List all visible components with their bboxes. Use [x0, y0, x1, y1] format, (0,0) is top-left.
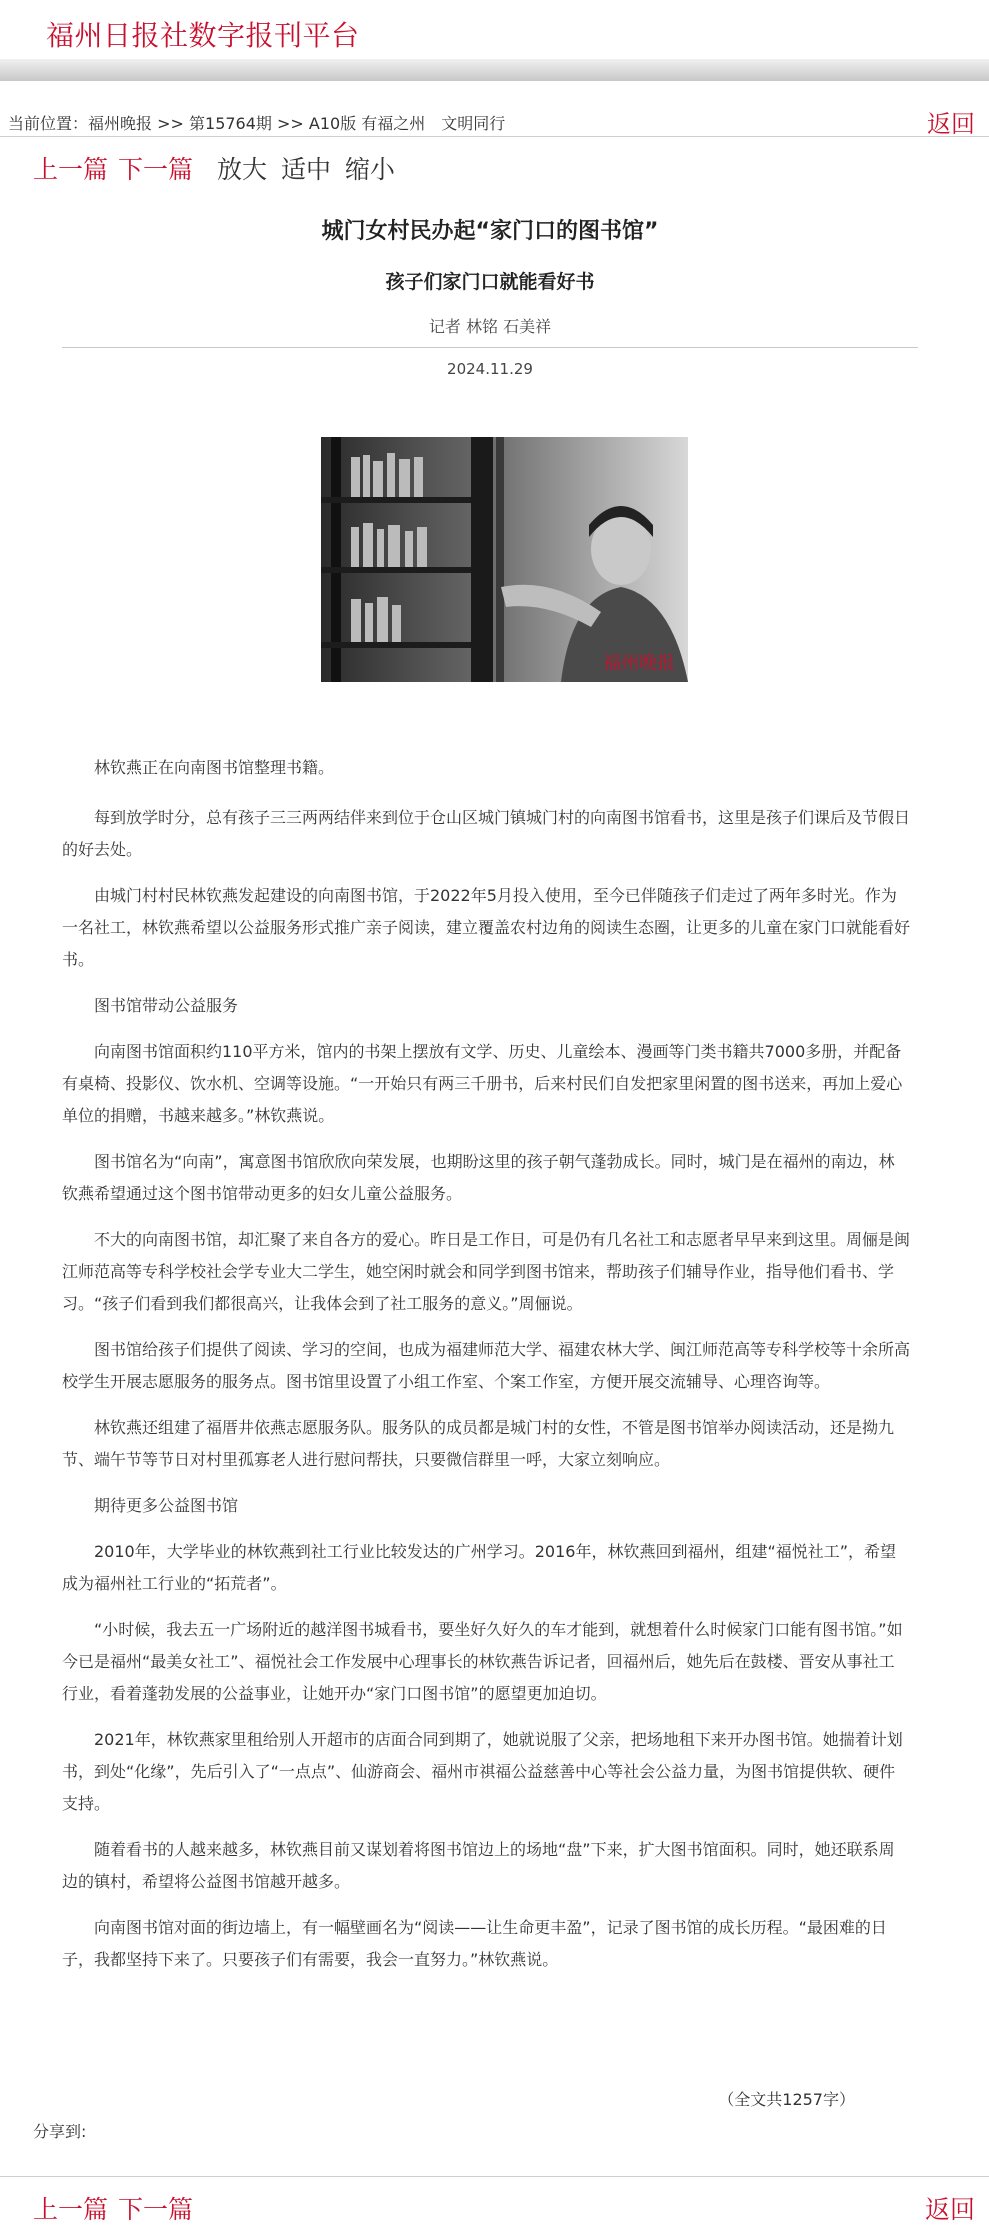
next-article-link[interactable]: 下一篇 — [118, 155, 194, 184]
paragraph: 向南图书馆对面的街边墙上，有一幅壁画名为“阅读——让生命更丰盈”，记录了图书馆的成长历程。“最困难的日子，我都坚持下来了。只要孩子们有需要，我会一直努力。”林钦燕说。 — [62, 1918, 887, 1969]
word-count: （全文共1257字） — [718, 2090, 855, 2109]
zoom-fit-button[interactable]: 适中 — [280, 155, 331, 184]
article-nav-bottom — [33, 2190, 203, 2226]
paragraph: 林钦燕还组建了福厝井依燕志愿服务队。服务队的成员都是城门村的女性，不管是图书馆举办阅读活动，还是拗九节、端午节等节日对村里孤寡老人进行慰问帮扶，只要微信群里一呼，大家立刻响应。 — [62, 1418, 895, 1469]
article-header — [62, 206, 918, 378]
paragraph: 图书馆给孩子们提供了阅读、学习的空间，也成为福建师范大学、福建农林大学、闽江师范高等专科学校等十余所高校学生开展志愿服务的服务点。图书馆里设置了小组工作室、个案工作室，方便开展交流辅导、心理咨询等。 — [62, 1340, 911, 1391]
article-subtitle: 孩子们家门口就能看好书 — [385, 271, 595, 293]
next-article-link-bottom[interactable]: 下一篇 — [118, 2195, 194, 2224]
breadcrumb-separator: >> — [152, 114, 190, 133]
article-body — [62, 752, 910, 1990]
footer-divider — [0, 2176, 989, 2177]
breadcrumb-prefix: 当前位置： — [8, 114, 89, 133]
article-photo — [321, 437, 688, 682]
paragraph: 林钦燕正在向南图书馆整理书籍。 — [94, 758, 335, 777]
paragraph: 随着看书的人越来越多，林钦燕目前又谋划着将图书馆边上的场地“盘”下来，扩大图书馆面积。同时，她还联系周边的镇村，希望将公益图书馆越开越多。 — [62, 1840, 895, 1891]
share-label: 分享到: — [33, 2122, 87, 2141]
article-date: 2024.11.29 — [447, 360, 533, 378]
prev-article-link[interactable]: 上一篇 — [33, 155, 109, 184]
paragraph: 每到放学时分，总有孩子三三两两结伴来到位于仓山区城门镇城门村的向南图书馆看书，这里是孩子们课后及节假日的好去处。 — [62, 808, 911, 859]
breadcrumb-issue-link[interactable]: 第15764期 — [189, 114, 272, 133]
section-heading: 图书馆带动公益服务 — [94, 996, 239, 1015]
breadcrumb-paper-link[interactable]: 福州晚报 — [88, 114, 153, 133]
paragraph: 2021年，林钦燕家里租给别人开超市的店面合同到期了，她就说服了父亲，把场地租下来开办图书馆。她揣着计划书，到处“化缘”，先后引入了“一点点”、仙游商会、福州市祺福公益慈善中心等社会公益力量，为图书馆提供软、硬件支持。 — [62, 1730, 903, 1813]
paragraph: 由城门村村民林钦燕发起建设的向南图书馆，于2022年5月投入使用，至今已伴随孩子们走过了两年多时光。作为一名社工，林钦燕希望以公益服务形式推广亲子阅读，建立覆盖农村边角的阅读生态圈，让更多的儿童在家门口就能看好书。 — [62, 886, 911, 969]
library-photo-image — [321, 437, 688, 682]
breadcrumb — [0, 104, 989, 137]
prev-article-link-bottom[interactable]: 上一篇 — [33, 2195, 109, 2224]
photo-watermark: 福州晚报 — [603, 653, 675, 674]
site-header — [0, 0, 989, 60]
paragraph: 向南图书馆面积约110平方米，馆内的书架上摆放有文学、历史、儿童绘本、漫画等门类书籍共7000多册，并配备有桌椅、投影仪、饮水机、空调等设施。“一开始只有两三千册书，后来村民们自发把家里闲置的图书送来，再加上爱心单位的捐赠，书越来越多。”林钦燕说。 — [62, 1042, 903, 1125]
back-link-bottom[interactable]: 返回 — [924, 2195, 975, 2224]
header-gray-bar — [0, 59, 989, 81]
paragraph: 不大的向南图书馆，却汇聚了来自各方的爱心。昨日是工作日，可是仍有几名社工和志愿者早早来到这里。周俪是闽江师范高等专科学校社会学专业大二学生，她空闲时就会和同学到图书馆来，帮助孩子们辅导作业，指导他们看书、学习。“孩子们看到我们都很高兴，让我体会到了社工服务的意义。”周俪说。 — [62, 1230, 911, 1313]
article-title: 城门女村民办起“家门口的图书馆” — [321, 219, 659, 244]
breadcrumb-separator: >> — [271, 114, 309, 133]
zoom-out-button[interactable]: 缩小 — [344, 155, 395, 184]
article-nav-top — [33, 150, 395, 186]
breadcrumb-page-link[interactable]: A10版 有福之州 文明同行 — [308, 114, 506, 133]
paragraph: 图书馆名为“向南”，寓意图书馆欣欣向荣发展，也期盼这里的孩子朝气蓬勃成长。同时，城门是在福州的南边，林钦燕希望通过这个图书馆带动更多的妇女儿童公益服务。 — [62, 1152, 895, 1203]
back-link-top[interactable]: 返回 — [927, 110, 975, 138]
zoom-in-button[interactable]: 放大 — [216, 155, 267, 184]
breadcrumb-text — [8, 111, 505, 134]
paragraph: 2010年，大学毕业的林钦燕到社工行业比较发达的广州学习。2016年，林钦燕回到福州，组建“福悦社工”，希望成为福州社工行业的“拓荒者”。 — [62, 1542, 897, 1593]
paragraph: “小时候，我去五一广场附近的越洋图书城看书，要坐好久好久的车才能到，就想着什么时候家门口能有图书馆。”如今已是福州“最美女社工”、福悦社会工作发展中心理事长的林钦燕告诉记者，回福州后，她先后在鼓楼、晋安从事社工行业，看着蓬勃发展的公益事业，让她开办“家门口图书馆”的愿望更加迫切。 — [62, 1620, 903, 1703]
article-author: 记者 林铭 石美祥 — [62, 314, 918, 348]
section-heading: 期待更多公益图书馆 — [94, 1496, 239, 1515]
site-title[interactable]: 福州日报社数字报刊平台 — [46, 19, 360, 52]
